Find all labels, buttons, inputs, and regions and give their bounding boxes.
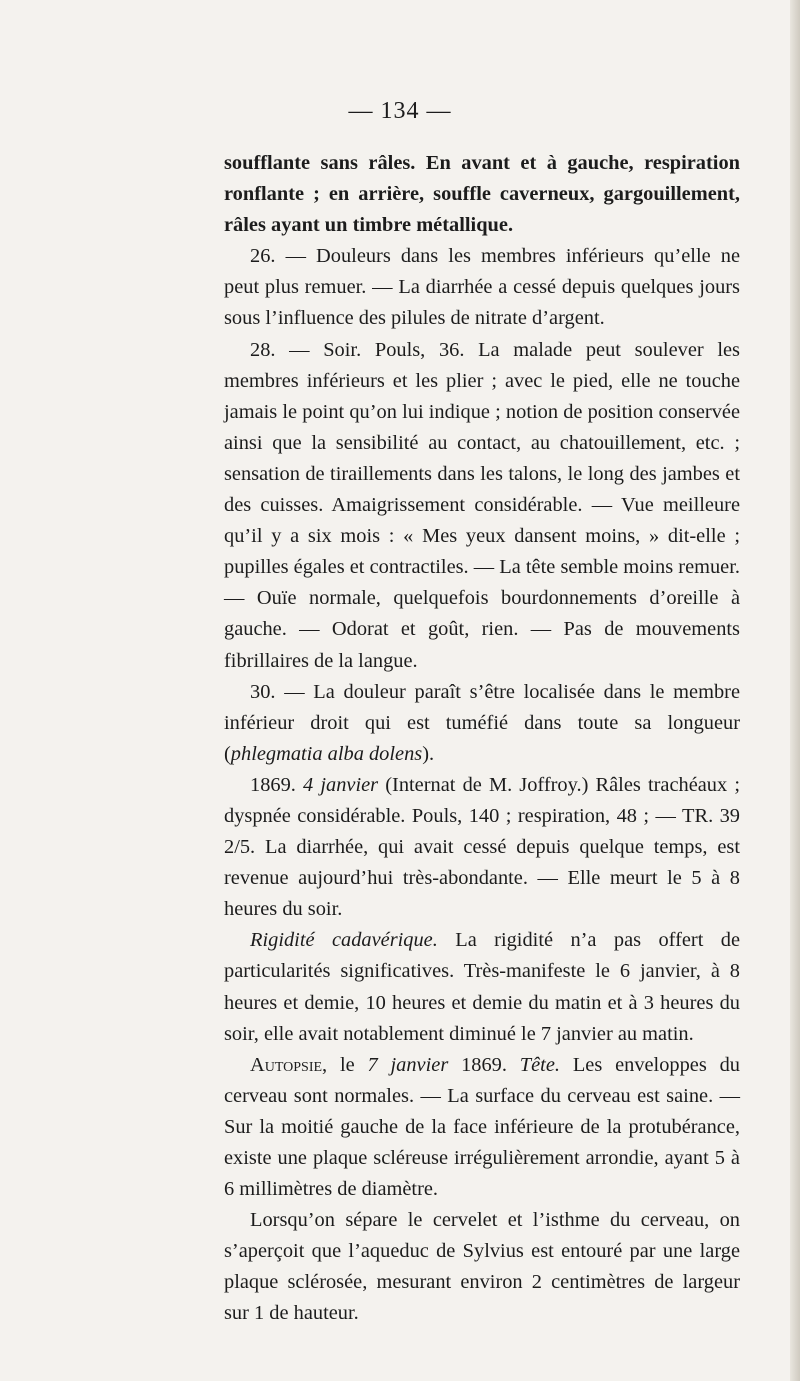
paragraph-7-text-c: Les enveloppes du cerveau sont normales. — La surface du cerveau est saine. — Sur la moitié gauche de la face inférieure de la protubérance, existe une plaque scléreuse irrégulièrement arrondie, ayant 5 à 6 millimètres de diamètre.: [224, 1053, 741, 1201]
paragraph-6-heading: Rigidité cadavérique.: [250, 929, 438, 952]
paragraph-4-text: 30. — La douleur paraît s’être localisée dans le membre inférieur droit qui est tuméfié dans toute sa longueur (: [224, 680, 740, 765]
paragraph-4-latin-term: phlegmatia alba dolens: [230, 742, 423, 765]
paragraph-7: [224, 1050, 740, 1205]
paragraph-7-heading: Autopsie: [250, 1053, 323, 1076]
paragraph-7-section: Tête.: [519, 1053, 560, 1076]
paragraph-6: [224, 925, 740, 1049]
paragraph-5-date: 4 janvier: [303, 773, 379, 796]
paragraph-7-date: 7 janvier: [367, 1053, 449, 1076]
paragraph-2: 26. — Douleurs dans les membres inférieurs qu’elle ne peut plus remuer. — La diarrhée a cessé depuis quelques jours sous l’influence des pilules de nitrate d’argent.: [224, 245, 740, 330]
paragraph-6-text: La rigidité n’a pas offert de particularités significatives. Très-manifeste le 6 janvier, à 8 heures et demie, 10 heures et demie du matin et à 3 heures du soir, elle avait notablement diminué le 7 janvier au matin.: [224, 929, 741, 1045]
paragraph-4-end: ).: [422, 742, 435, 765]
body-text: [224, 148, 740, 1330]
paragraph-1: soufflante sans râles. En avant et à gauche, respiration ronflante ; en arrière, souffle caverneux, gargouillement, râles ayant un timbre métallique.: [224, 152, 740, 237]
paragraph-4: [224, 677, 740, 770]
paragraph-7-text-a: , le: [322, 1053, 368, 1076]
paragraph-3: 28. — Soir. Pouls, 36. La malade peut soulever les membres inférieurs et les plier ; avec le pied, elle ne touche jamais le point qu’on lui indique ; notion de position conservée ainsi que la sensibilité au contact, au chatouillement, etc. ; sensation de tiraillements dans les talons, le long des jambes et des cuisses. Amaigrissement considérable. — Vue meilleure qu’il y a six mois : « Mes yeux dansent moins, » dit-elle ; pupilles égales et contractiles. — La tête semble moins remuer. — Ouïe normale, quelquefois bourdonnements d’oreille à gauche. — Odorat et goût, rien. — Pas de mouvements fibrillaires de la langue.: [224, 338, 740, 672]
page-edge-shadow: [790, 0, 800, 1381]
paragraph-8: Lorsqu’on sépare le cervelet et l’isthme du cerveau, on s’aperçoit que l’aqueduc de Sylvius est entouré par une large plaque sclérosée, mesurant environ 2 centimètres de largeur sur 1 de hauteur.: [224, 1209, 740, 1325]
page-number: — 134 —: [348, 98, 452, 124]
paragraph-5: [224, 770, 740, 925]
paragraph-7-text-b: 1869.: [448, 1053, 520, 1076]
paragraph-5-text: (Internat de M. Joffroy.) Râles trachéaux ; dyspnée considérable. Pouls, 140 ; respiration, 48 ; — TR. 39 2/5. La diarrhée, qui avait cessé depuis quelque temps, est revenue aujourd’hui très-abondante. — Elle meurt le 5 à 8 heures du soir.: [224, 773, 740, 921]
paragraph-5-year: 1869.: [250, 773, 304, 796]
